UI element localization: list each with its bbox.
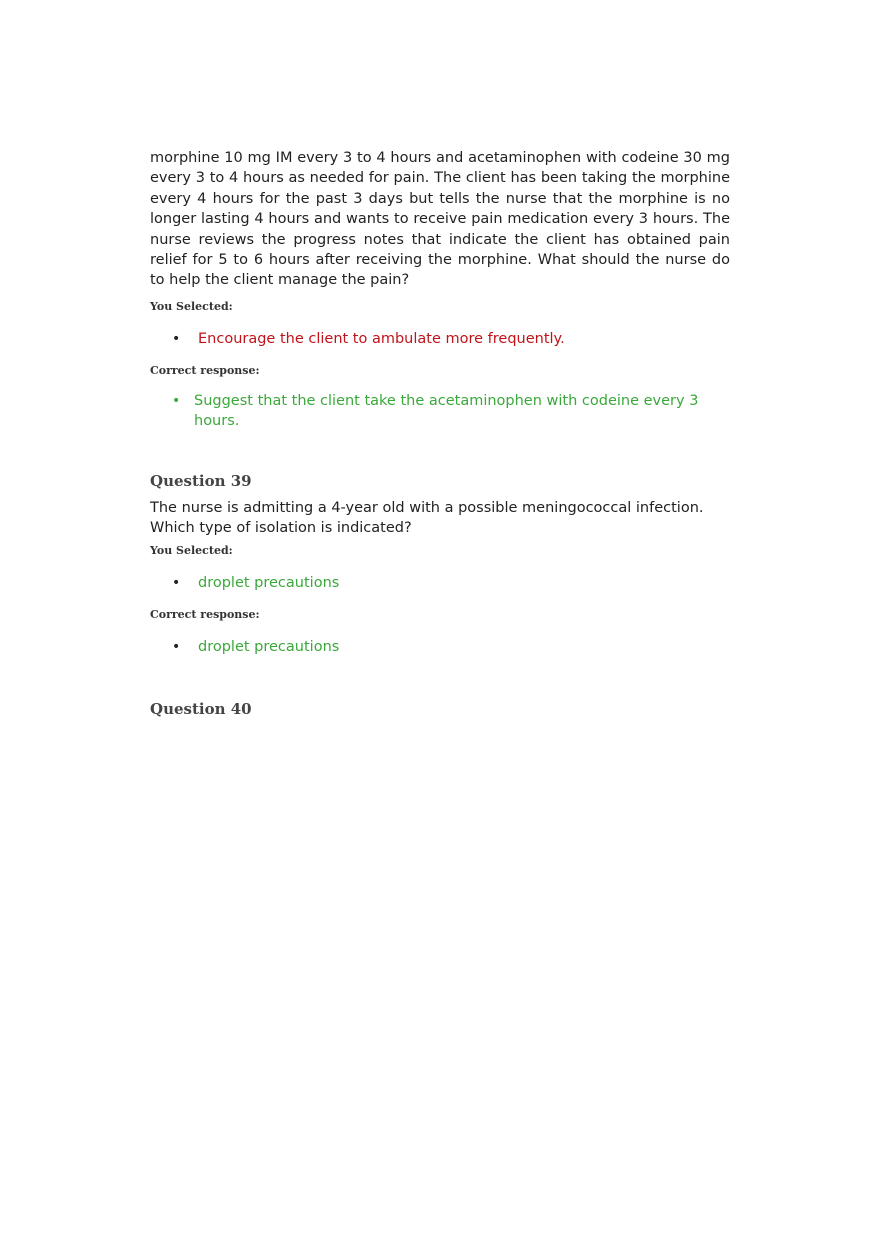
question-39-text: The nurse is admitting a 4-year old with a possible meningococcal infection. Which type of isolation is indicated?: [150, 499, 704, 537]
document-page: [150, 148, 730, 719]
question-39-heading: Question 39: [150, 471, 252, 490]
q38-correct-response-label: Correct response:: [150, 363, 260, 377]
question-40-heading: Question 40: [150, 699, 252, 718]
q39-selected-answer: [150, 573, 730, 593]
q38-you-selected-label: You Selected:: [150, 299, 233, 313]
q38-correct-answer: [150, 391, 730, 431]
q39-selected-answer-text: droplet precautions: [198, 574, 340, 591]
q39-correct-answer-text: droplet precautions: [198, 638, 340, 655]
bullet-icon: •: [172, 392, 181, 409]
q39-selected-list: [150, 573, 730, 593]
q38-correct-answer-text: Suggest that the client take the acetaminophen with codeine every 3 hours.: [194, 392, 699, 429]
bullet-icon: •: [172, 574, 181, 591]
q39-correct-list: [150, 637, 730, 657]
q38-correct-list: [150, 391, 730, 431]
q38-selected-list: [150, 329, 730, 349]
question-38-text: morphine 10 mg IM every 3 to 4 hours and acetaminophen with codeine 30 mg every 3 to 4 hours as needed for pain. The client has been taking the morphine every 4 hours for the past 3 days but tells the nurse that the morphine is no longer lasting 4 hours and wants to receive pain medication every 3 hours. The nurse reviews the progress notes that indicate the client has obtained pain relief for 5 to 6 hours after receiving the morphine. What should the nurse do to help the client manage the pain?: [150, 150, 730, 289]
q39-correct-answer: [150, 637, 730, 657]
q39-you-selected-label: You Selected:: [150, 543, 233, 557]
bullet-icon: •: [172, 330, 181, 347]
bullet-icon: •: [172, 638, 181, 655]
q38-selected-answer-text: Encourage the client to ambulate more frequently.: [198, 330, 565, 347]
q38-selected-answer: [150, 329, 730, 349]
q39-correct-response-label: Correct response:: [150, 607, 260, 621]
